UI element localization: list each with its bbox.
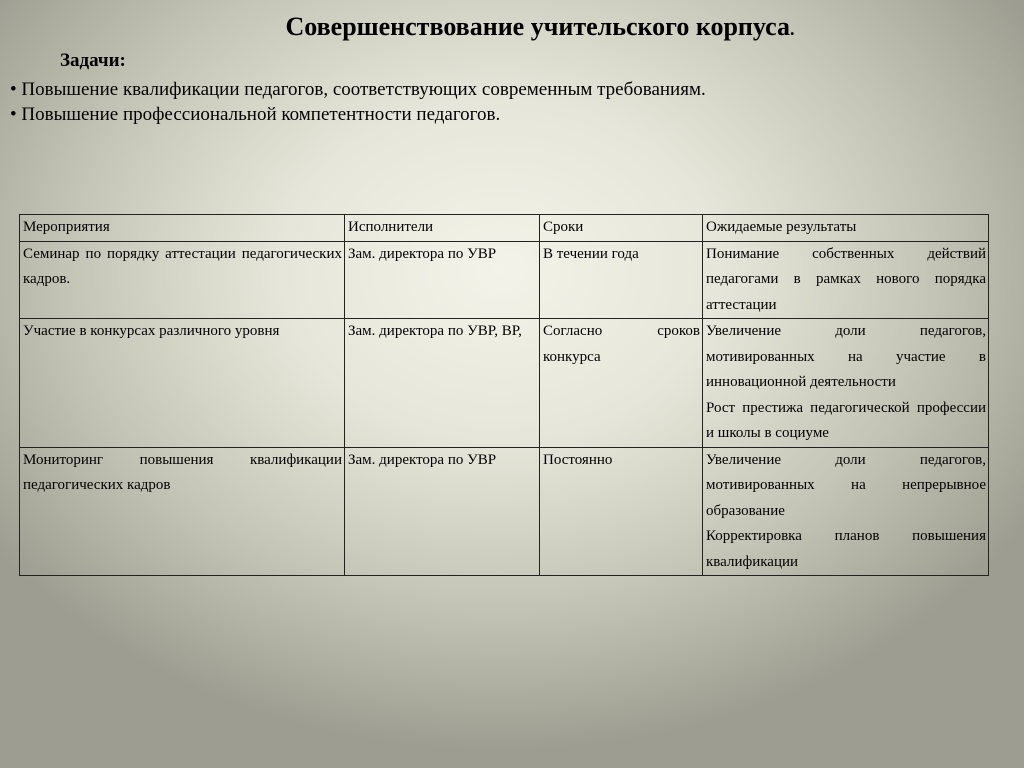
result-item: Увеличение доли педагогов, мотивированных на участие в инновационной деятельности (706, 323, 986, 390)
header-events: Мероприятия (20, 215, 345, 242)
tasks-list (10, 77, 706, 127)
cell-executors: Зам. директора по УВР (345, 447, 540, 576)
task-item: • Повышение профессиональной компетентности педагогов. (10, 102, 706, 127)
header-results: Ожидаемые результаты (703, 215, 989, 242)
cell-event: Участие в конкурсах различного уровня (20, 319, 345, 448)
cell-deadline: Согласно сроков конкурса (540, 319, 703, 448)
slide-title-period: . (789, 19, 795, 39)
cell-event: Мониторинг повышения квалификации педагогических кадров (20, 447, 345, 576)
tasks-heading: Задачи: (60, 50, 126, 71)
result-item: Увеличение доли педагогов, мотивированных на непрерывное образование (706, 451, 986, 519)
table-row (20, 447, 989, 576)
result-item: Понимание собственных действий педагогами в рамках нового порядка аттестации (706, 245, 986, 313)
result-item: Корректировка планов повышения квалификации (706, 528, 986, 570)
cell-results (703, 447, 989, 576)
cell-executors: Зам. директора по УВР (345, 241, 540, 319)
table-row (20, 241, 989, 319)
table-row (20, 319, 989, 448)
header-executors: Исполнители (345, 215, 540, 242)
slide-title (0, 12, 1024, 42)
cell-executors: Зам. директора по УВР, ВР, (345, 319, 540, 448)
task-item: • Повышение квалификации педагогов, соответствующих современным требованиям. (10, 77, 706, 102)
result-item: Рост престижа педагогической профессии и школы в социуме (706, 399, 986, 441)
slide-title-text: Совершенствование учительского корпуса (285, 12, 790, 41)
header-deadlines: Сроки (540, 215, 703, 242)
cell-event: Семинар по порядку аттестации педагогических кадров. (20, 241, 345, 319)
cell-results (703, 241, 989, 319)
cell-deadline: Постоянно (540, 447, 703, 576)
plan-table (19, 214, 989, 576)
cell-results (703, 319, 989, 448)
table-header-row (20, 215, 989, 242)
cell-deadline: В течении года (540, 241, 703, 319)
